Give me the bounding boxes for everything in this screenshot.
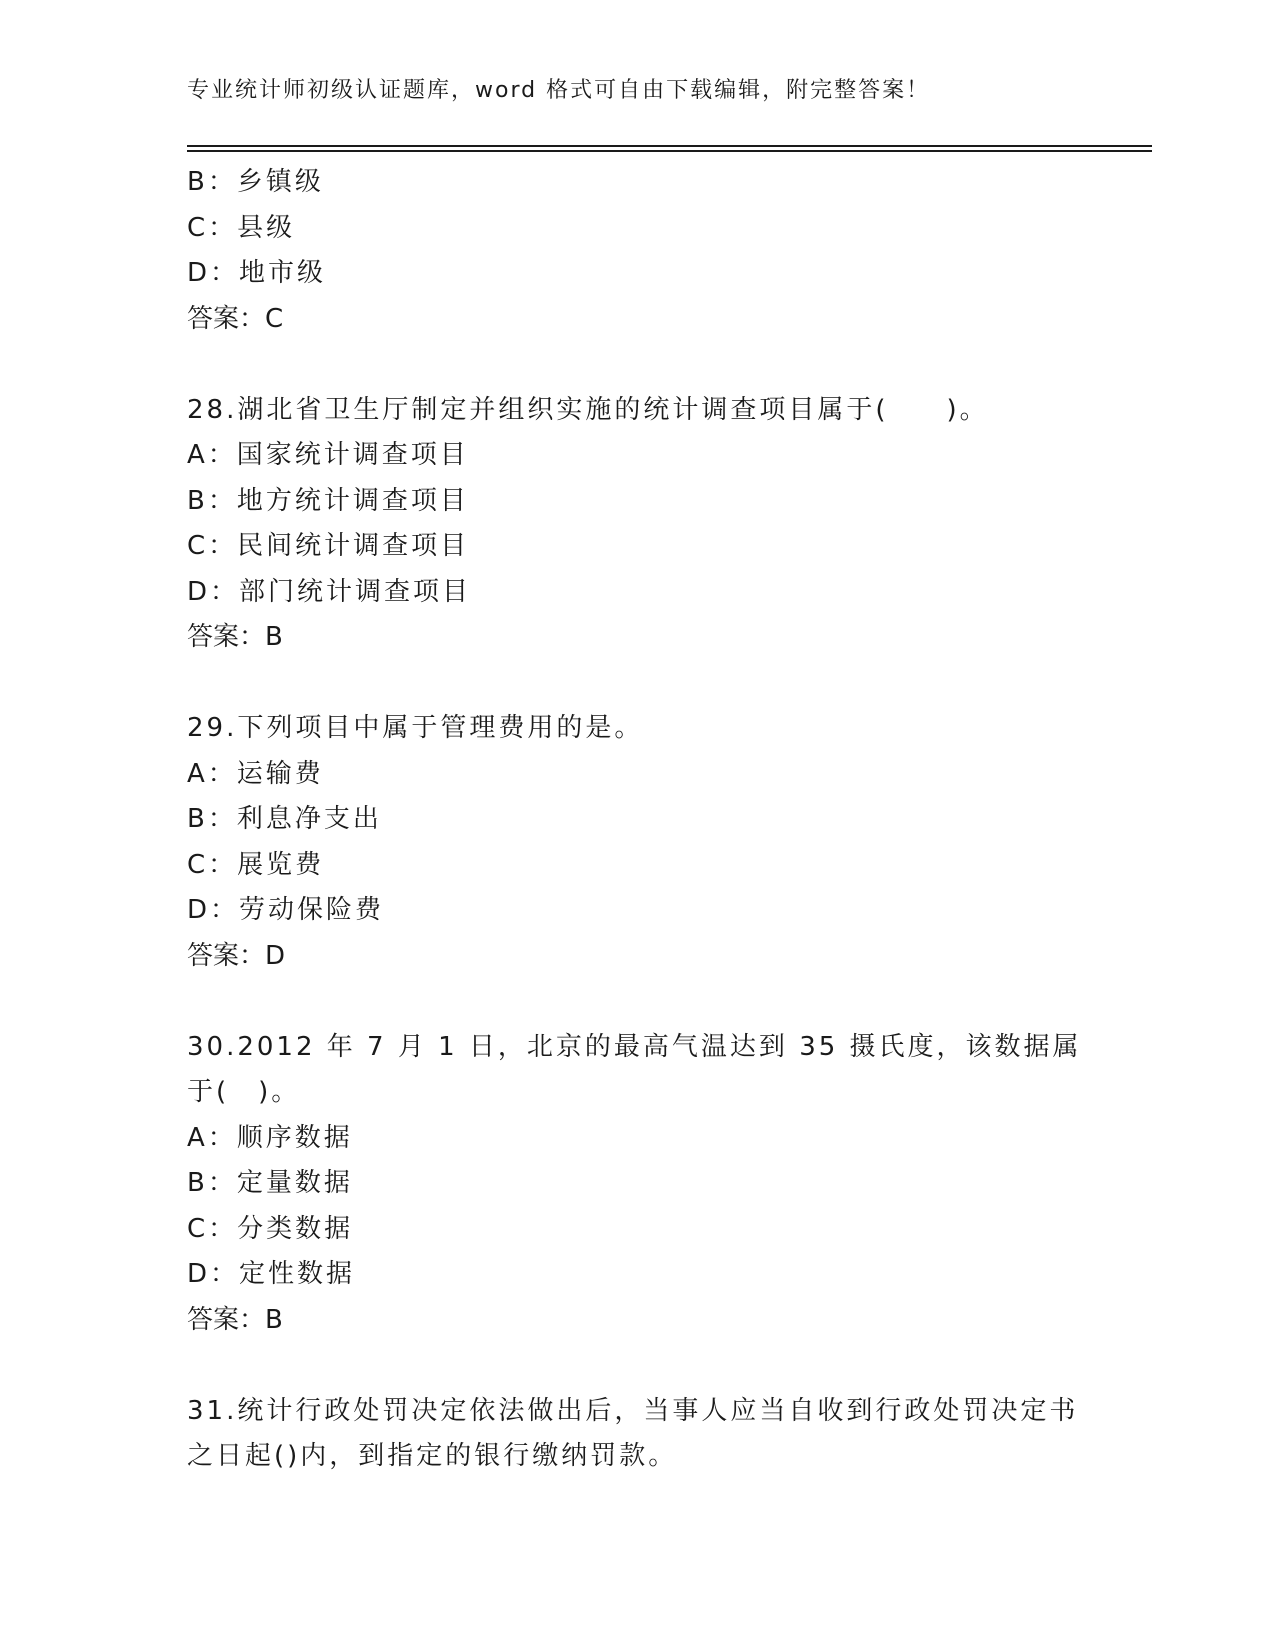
question-stem-31: 31.统计行政处罚决定依法做出后，当事人应当自收到行政处罚决定书之日起()内，到指定的银行缴纳罚款。	[187, 1395, 1079, 1471]
spacer	[187, 979, 1087, 1025]
option-a: A：顺序数据	[187, 1122, 353, 1153]
question-stem-30: 30.2012 年 7 月 1 日，北京的最高气温达到 35 摄氏度，该数据属于( )。	[187, 1031, 1082, 1107]
answer-line: 答案：C	[187, 303, 284, 334]
answer-line: 答案：B	[187, 1304, 283, 1335]
option-a: A：运输费	[187, 758, 324, 789]
spacer	[187, 1343, 1087, 1389]
spacer	[187, 342, 1087, 388]
option-d: D：劳动保险费	[187, 895, 385, 925]
page-header-text: 专业统计师初级认证题库，word 格式可自由下载编辑，附完整答案！	[187, 78, 931, 103]
option-b: B：定量数据	[187, 1168, 353, 1198]
option-b: B：乡镇级	[187, 167, 324, 197]
header-rule-thick	[187, 145, 1152, 147]
option-c: C：县级	[187, 212, 296, 243]
answer-line: 答案：B	[187, 622, 283, 652]
option-c: C：分类数据	[187, 1213, 354, 1244]
answer-line: 答案：D	[187, 940, 286, 971]
question-stem-29: 29.下列项目中属于管理费用的是。	[187, 713, 644, 743]
option-c: C：民间统计调查项目	[187, 531, 470, 561]
header-rule-thin	[187, 150, 1152, 152]
question-content	[187, 160, 1087, 1480]
option-b: B：利息净支出	[187, 804, 382, 834]
option-d: D：定性数据	[187, 1259, 356, 1289]
option-c: C：展览费	[187, 849, 325, 880]
spacer	[187, 661, 1087, 707]
question-stem-28: 28.湖北省卫生厅制定并组织实施的统计调查项目属于( )。	[187, 394, 989, 425]
option-a: A：国家统计调查项目	[187, 440, 469, 470]
option-b: B：地方统计调查项目	[187, 485, 469, 516]
option-d: D：地市级	[187, 258, 327, 288]
option-d: D：部门统计调查项目	[187, 576, 472, 607]
